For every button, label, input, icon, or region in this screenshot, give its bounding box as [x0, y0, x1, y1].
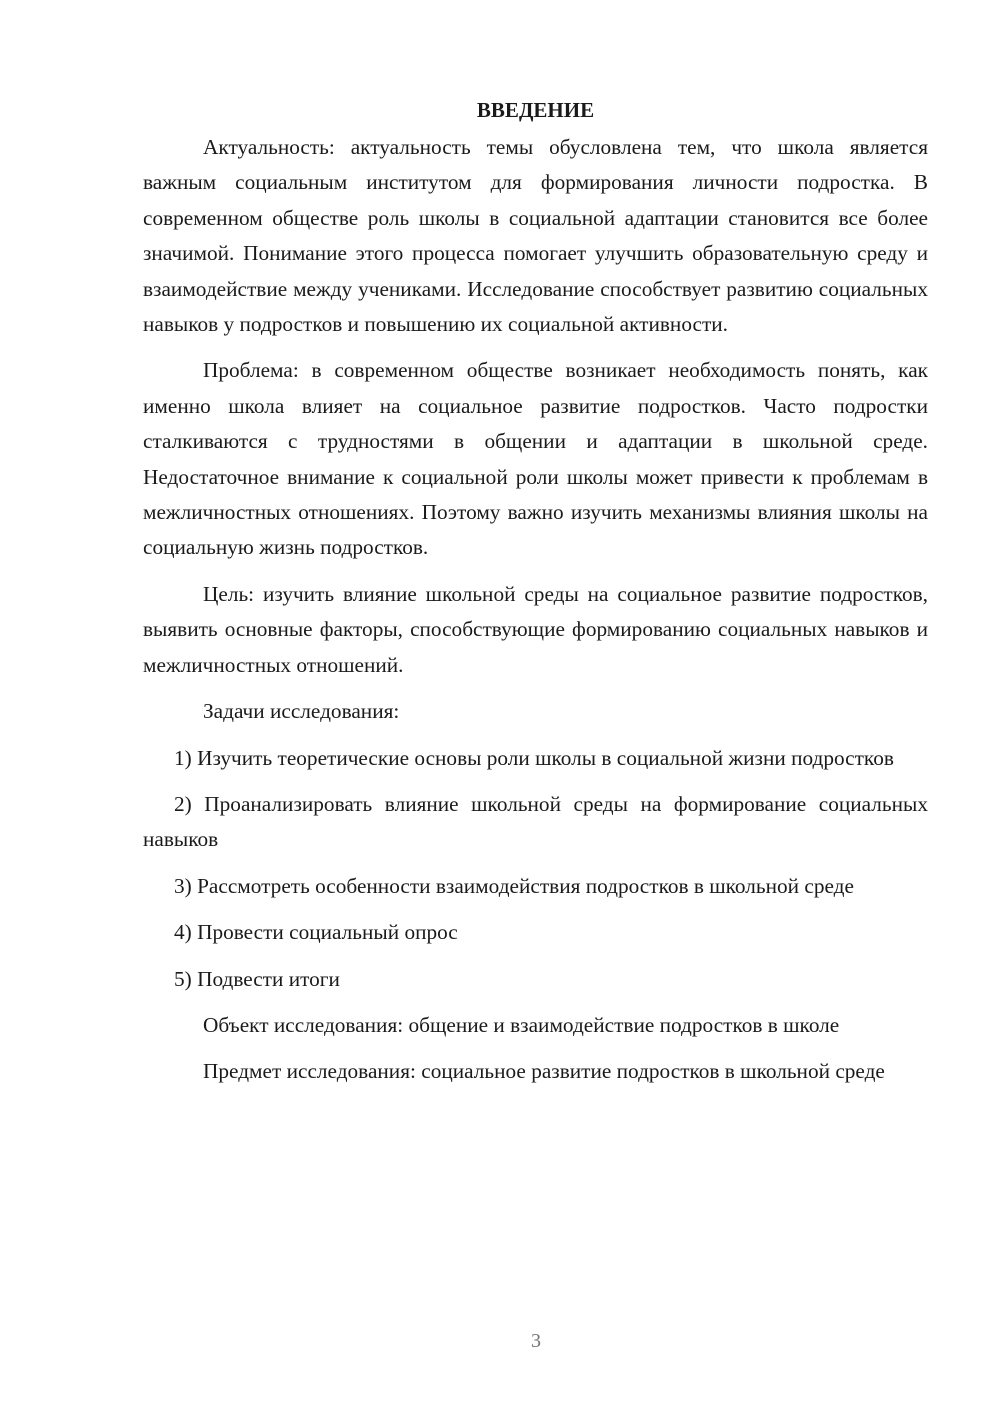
document-page [143, 92, 928, 1101]
page-number: 3 [531, 1330, 541, 1352]
task-item-2: 2) Проанализировать влияние школьной среды на формирование социальных навыков [143, 791, 928, 852]
goal-paragraph: Цель: изучить влияние школьной среды на социальное развитие подростков, выявить основные факторы, способствующие формированию социальных навыков и межличностных отношений. [143, 581, 928, 677]
section-title: ВВЕДЕНИЕ [476, 98, 595, 122]
subject-paragraph: Предмет исследования: социальное развитие подростков в школьной среде [203, 1059, 885, 1084]
problem-paragraph: Проблема: в современном обществе возникает необходимость понять, как именно школа влияет на социальное развитие подростков. Часто подростки сталкиваются с трудностями в общении и адаптации в школьной среде. Недостаточное внимание к социальной роли школы может привести к проблемам в межличностных отношениях. Поэтому важно изучить механизмы влияния школы на социальную жизнь подростков. [143, 358, 928, 560]
object-paragraph: Объект исследования: общение и взаимодействие подростков в школе [203, 1012, 840, 1037]
task-item-5: 5) Подвести итоги [174, 966, 340, 991]
task-item-1: 1) Изучить теоретические основы роли школы в социальной жизни подростков [174, 745, 894, 770]
relevance-paragraph: Актуальность: актуальность темы обусловлена тем, что школа является важным социальным институтом для формирования личности подростка. В современном обществе роль школы в социальной адаптации становится все более значимой. Понимание этого процесса помогает улучшить образовательную среду и взаимодействие между учениками. Исследование способствует развитию социальных навыков у подростков и повышению их социальной активности. [143, 135, 928, 337]
task-item-4: 4) Провести социальный опрос [174, 920, 458, 945]
tasks-heading: Задачи исследования: [203, 699, 400, 724]
task-item-3: 3) Рассмотреть особенности взаимодействия подростков в школьной среде [174, 873, 854, 898]
